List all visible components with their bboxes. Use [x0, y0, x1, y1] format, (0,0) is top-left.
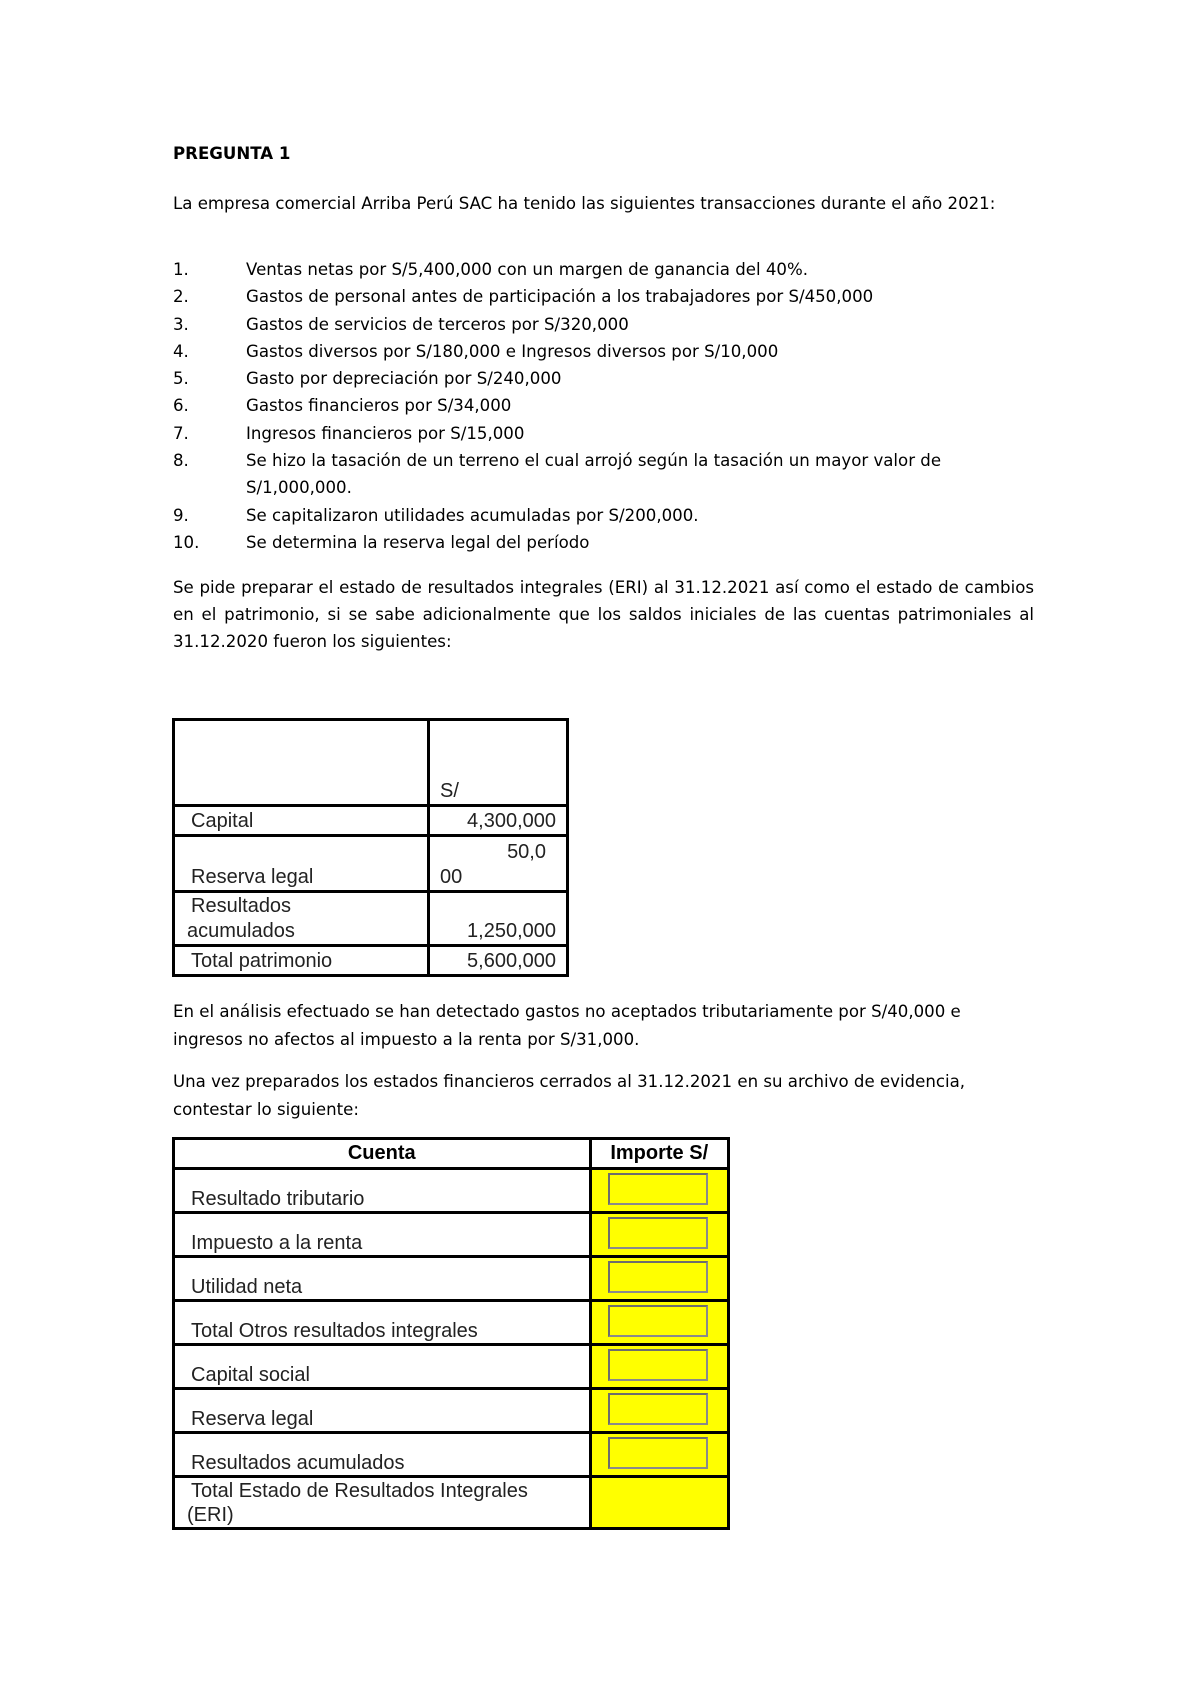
table-row	[174, 1477, 729, 1529]
amount-cell	[590, 1213, 729, 1257]
amount-cell	[590, 1389, 729, 1433]
instruction-paragraph: Una vez preparados los estados financieros cerrados al 31.12.2021 en su archivo de evidencia, contestar lo siguiente:	[173, 1072, 966, 1119]
row-label: Utilidad neta	[174, 1257, 591, 1301]
table-row	[174, 1213, 729, 1257]
list-text: Gasto por depreciación por S/240,000	[246, 369, 562, 389]
row-amount: 4,300,000	[429, 806, 568, 836]
amount-input[interactable]	[608, 1349, 708, 1381]
list-text: Gastos financieros por S/34,000	[246, 396, 512, 416]
amount-input[interactable]	[608, 1217, 708, 1249]
column-header-account: Cuenta	[174, 1139, 591, 1169]
row-amount	[429, 836, 568, 892]
table-row	[174, 946, 568, 976]
list-text: Gastos de personal antes de participación a los trabajadores por S/450,000	[246, 287, 874, 307]
list-item	[173, 256, 1033, 283]
list-number: 2.	[173, 287, 189, 307]
table-cell	[174, 720, 429, 806]
list-item	[173, 365, 1033, 392]
row-label: Reserva legal	[174, 836, 429, 892]
list-text: Se capitalizaron utilidades acumuladas por S/200,000.	[246, 505, 699, 525]
list-number: 8.	[173, 451, 189, 471]
row-label: Total Otros resultados integrales	[174, 1301, 591, 1345]
column-header-amount: Importe S/	[590, 1139, 729, 1169]
amount-cell	[590, 1345, 729, 1389]
table-row	[174, 1257, 729, 1301]
row-label: Total patrimonio	[174, 946, 429, 976]
amount-cell	[590, 1433, 729, 1477]
list-text: Ventas netas por S/5,400,000 con un margen de ganancia del 40%.	[246, 260, 808, 279]
list-number: 9.	[173, 505, 189, 525]
list-item	[173, 420, 1033, 447]
list-number: 3.	[173, 314, 189, 334]
list-item	[173, 338, 1033, 365]
currency-header: S/	[429, 720, 568, 806]
list-number: 10.	[173, 532, 200, 552]
label-line: Resultados	[191, 895, 292, 917]
row-label: Reserva legal	[174, 1389, 591, 1433]
list-item	[173, 283, 1033, 310]
total-amount-cell[interactable]	[590, 1477, 729, 1529]
list-number: 4.	[173, 341, 189, 361]
list-number: 7.	[173, 423, 189, 443]
question-heading: PREGUNTA 1	[173, 144, 291, 163]
list-text: Gastos de servicios de terceros por S/320,000	[246, 314, 629, 334]
amount-input[interactable]	[608, 1261, 708, 1293]
row-amount: 1,250,000	[429, 892, 568, 946]
list-item	[173, 447, 1033, 502]
analysis-paragraph: En el análisis efectuado se han detectado gastos no aceptados tributariamente por S/40,000 e ingresos no afectos al impuesto a la renta por S/31,000.	[173, 1002, 961, 1049]
row-amount: 5,600,000	[429, 946, 568, 976]
table-row	[174, 1345, 729, 1389]
table-row	[174, 1301, 729, 1345]
table-row	[174, 1389, 729, 1433]
list-text: Se hizo la tasación de un terreno el cual arrojó según la tasación un mayor valor de S/1,000,000.	[246, 451, 942, 498]
question-request: Se pide preparar el estado de resultados integrales (ERI) al 31.12.2021 así como el estado de cambios en el patrimonio, si se sabe adicionalmente que los saldos iniciales de las cuentas patrimoniales al 31.12.2020 fueron los siguientes:	[173, 578, 1034, 651]
amount-input[interactable]	[608, 1437, 708, 1469]
list-item	[173, 311, 1033, 338]
table-row	[174, 1169, 729, 1213]
list-number: 1.	[173, 260, 189, 279]
list-text: Se determina la reserva legal del período	[246, 532, 590, 552]
equity-balances-table	[172, 718, 569, 977]
table-row	[174, 1433, 729, 1477]
table-row	[174, 892, 568, 946]
list-item	[173, 529, 1033, 556]
row-label: Resultado tributario	[174, 1169, 591, 1213]
label-line: acumulados	[187, 920, 295, 942]
row-label	[174, 1477, 591, 1529]
amount-cell	[590, 1169, 729, 1213]
list-number: 5.	[173, 369, 189, 389]
amount-input[interactable]	[608, 1393, 708, 1425]
transactions-list	[173, 256, 1033, 556]
answer-table	[172, 1137, 730, 1530]
label-line: Total Estado de Resultados Integrales	[191, 1480, 528, 1502]
amount-input[interactable]	[608, 1305, 708, 1337]
table-row	[174, 806, 568, 836]
list-item	[173, 502, 1033, 529]
row-label: Resultados acumulados	[174, 1433, 591, 1477]
row-label: Impuesto a la renta	[174, 1213, 591, 1257]
table-row	[174, 836, 568, 892]
list-text: Ingresos financieros por S/15,000	[246, 423, 525, 443]
question-intro: La empresa comercial Arriba Perú SAC ha tenido las siguientes transacciones durante el año 2021:	[173, 194, 996, 213]
label-line: (ERI)	[187, 1504, 234, 1526]
list-number: 6.	[173, 396, 189, 416]
table-row	[174, 720, 568, 806]
row-label	[174, 892, 429, 946]
list-item	[173, 392, 1033, 419]
list-text: Gastos diversos por S/180,000 e Ingresos diversos por S/10,000	[246, 341, 779, 361]
amount-fragment: 00	[440, 866, 463, 888]
amount-cell	[590, 1301, 729, 1345]
amount-cell	[590, 1257, 729, 1301]
row-label: Capital	[174, 806, 429, 836]
table-header-row	[174, 1139, 729, 1169]
row-label: Capital social	[174, 1345, 591, 1389]
amount-input[interactable]	[608, 1173, 708, 1205]
amount-fragment: 50,0	[507, 841, 546, 863]
